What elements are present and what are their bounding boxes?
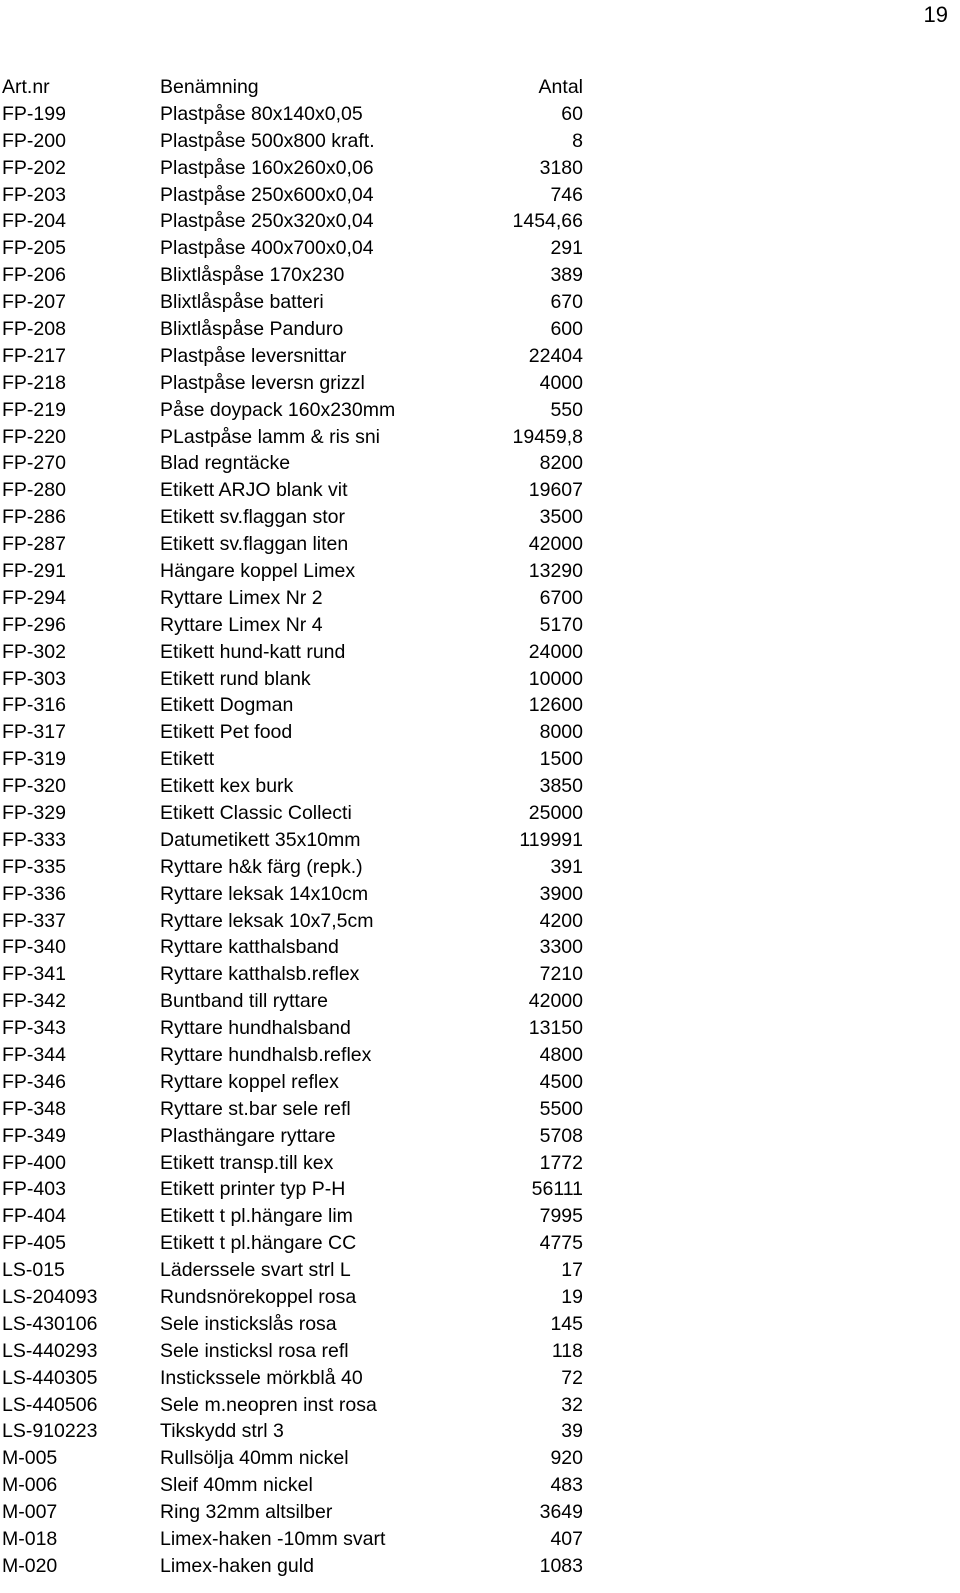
- table-row: [0, 1472, 590, 1499]
- cell-art-nr: FP-343: [2, 1017, 66, 1040]
- cell-antal: 4200: [539, 909, 583, 932]
- cell-art-nr: FP-333: [2, 828, 66, 851]
- cell-antal: 4800: [539, 1044, 583, 1066]
- table-row: [0, 881, 590, 908]
- cell-art-nr: FP-200: [2, 129, 66, 152]
- cell-antal: 10000: [528, 667, 583, 690]
- cell-benamning: Etikett transp.till kex: [160, 1151, 334, 1174]
- cell-benamning: Instickssele mörkblå 40: [160, 1366, 363, 1389]
- cell-antal: 12600: [528, 694, 583, 717]
- table-row: [0, 397, 590, 424]
- cell-antal: 32: [561, 1393, 583, 1416]
- table-row: [0, 424, 590, 451]
- cell-antal: 3649: [539, 1501, 583, 1524]
- table-row: [0, 1177, 590, 1204]
- table-row: [0, 1230, 590, 1257]
- page-number: 19: [923, 2, 948, 27]
- cell-art-nr: M-020: [2, 1554, 58, 1577]
- table-row: [0, 316, 590, 343]
- cell-benamning: Ryttare koppel reflex: [160, 1070, 339, 1093]
- table-row: [0, 531, 590, 558]
- cell-art-nr: FP-320: [2, 775, 66, 798]
- table-row: [0, 289, 590, 316]
- cell-art-nr: FP-404: [2, 1205, 66, 1228]
- cell-antal: 13150: [528, 1017, 583, 1040]
- cell-benamning: PLastpåse lamm & ris sni: [160, 425, 380, 448]
- cell-antal: 291: [550, 237, 583, 260]
- cell-antal: 389: [550, 264, 583, 287]
- cell-benamning: Plastpåse 160x260x0,06: [160, 156, 374, 179]
- cell-benamning: Sele instickslås rosa: [160, 1312, 337, 1335]
- cell-art-nr: FP-340: [2, 936, 66, 959]
- cell-benamning: Plastpåse 250x600x0,04: [160, 183, 374, 206]
- table-row: [0, 800, 590, 827]
- table-row: [0, 1284, 590, 1311]
- table-row: [0, 1419, 590, 1446]
- cell-art-nr: FP-317: [2, 721, 66, 744]
- cell-art-nr: FP-199: [2, 102, 66, 125]
- cell-art-nr: FP-335: [2, 855, 66, 878]
- table-row: [0, 1338, 590, 1365]
- cell-benamning: Etikett Classic Collecti: [160, 801, 352, 824]
- table-row: [0, 1553, 590, 1580]
- cell-art-nr: FP-348: [2, 1097, 66, 1120]
- cell-antal: 25000: [528, 801, 583, 824]
- table-row: [0, 935, 590, 962]
- cell-benamning: Påse doypack 160x230mm: [160, 398, 396, 421]
- table-row: [0, 101, 590, 128]
- cell-antal: 4775: [539, 1232, 583, 1255]
- table-row: [0, 1203, 590, 1230]
- cell-benamning: Buntband till ryttare: [160, 990, 329, 1013]
- table-row: [0, 558, 590, 585]
- cell-benamning: Blixtlåspåse 170x230: [160, 264, 345, 287]
- cell-art-nr: FP-403: [2, 1178, 66, 1201]
- table-row: [0, 343, 590, 370]
- header-benamning: Benämning: [160, 75, 259, 98]
- cell-antal: 7210: [539, 963, 583, 986]
- cell-art-nr: FP-218: [2, 371, 66, 394]
- cell-antal: 39: [561, 1420, 583, 1443]
- table-row: [0, 262, 590, 289]
- table-header: [0, 74, 590, 101]
- cell-benamning: Plastpåse 250x320x0,04: [160, 210, 374, 233]
- inventory-table: [0, 74, 590, 1580]
- cell-benamning: Etikett hund-katt rund: [160, 640, 346, 663]
- cell-benamning: Plastpåse 80x140x0,05: [160, 102, 363, 125]
- table-row: [0, 1445, 590, 1472]
- cell-benamning: Sele m.neopren inst rosa: [160, 1393, 377, 1416]
- cell-antal: 8200: [539, 452, 583, 475]
- cell-art-nr: LS-204093: [2, 1286, 98, 1309]
- table-row: [0, 1042, 590, 1069]
- table-row: [0, 1499, 590, 1526]
- table-row: [0, 1015, 590, 1042]
- cell-art-nr: FP-286: [2, 506, 66, 529]
- cell-art-nr: FP-219: [2, 398, 66, 421]
- cell-antal: 6700: [539, 586, 583, 609]
- table-row: [0, 370, 590, 397]
- cell-antal: 3300: [539, 936, 583, 959]
- cell-antal: 19: [561, 1286, 583, 1309]
- cell-art-nr: FP-294: [2, 586, 66, 609]
- cell-art-nr: LS-440305: [2, 1366, 98, 1389]
- cell-antal: 72: [561, 1366, 583, 1389]
- table-row: [0, 773, 590, 800]
- cell-art-nr: FP-205: [2, 237, 66, 260]
- cell-art-nr: FP-303: [2, 667, 66, 690]
- cell-benamning: Plastpåse leversn grizzl: [160, 371, 365, 394]
- cell-art-nr: FP-287: [2, 533, 66, 556]
- cell-antal: 56111: [531, 1178, 583, 1201]
- cell-benamning: Etikett Dogman: [160, 694, 294, 717]
- cell-antal: 1500: [539, 748, 583, 771]
- cell-art-nr: LS-910223: [2, 1420, 98, 1443]
- cell-benamning: Etikett sv.flaggan liten: [160, 533, 349, 556]
- cell-art-nr: FP-202: [2, 156, 66, 179]
- cell-benamning: Etikett ARJO blank vit: [160, 479, 348, 502]
- cell-benamning: Etikett sv.flaggan stor: [160, 506, 345, 529]
- cell-art-nr: FP-349: [2, 1124, 66, 1147]
- cell-antal: 17: [561, 1259, 583, 1282]
- table-row: [0, 450, 590, 477]
- header-antal: Antal: [538, 75, 583, 98]
- cell-antal: 5170: [539, 613, 583, 636]
- cell-benamning: Plastpåse 500x800 kraft.: [160, 129, 375, 152]
- cell-art-nr: FP-217: [2, 344, 66, 367]
- table-row: [0, 1365, 590, 1392]
- cell-art-nr: FP-329: [2, 801, 66, 824]
- table-row: [0, 1069, 590, 1096]
- cell-art-nr: FP-204: [2, 210, 66, 233]
- cell-art-nr: FP-336: [2, 882, 66, 905]
- cell-art-nr: LS-440506: [2, 1393, 98, 1416]
- cell-art-nr: LS-440293: [2, 1339, 98, 1362]
- cell-benamning: Tikskydd strl 3: [160, 1420, 284, 1443]
- table-row: [0, 477, 590, 504]
- table-row: [0, 639, 590, 666]
- table-row: [0, 612, 590, 639]
- cell-benamning: Ryttare hundhalsband: [160, 1017, 351, 1040]
- cell-antal: 24000: [528, 640, 583, 663]
- table-row: [0, 666, 590, 693]
- cell-antal: 8: [572, 129, 583, 152]
- cell-antal: 483: [550, 1474, 583, 1497]
- cell-antal: 550: [550, 398, 583, 421]
- table-row: [0, 827, 590, 854]
- table-row: [0, 504, 590, 531]
- cell-art-nr: FP-405: [2, 1232, 66, 1255]
- cell-art-nr: FP-296: [2, 613, 66, 636]
- cell-benamning: Sleif 40mm nickel: [160, 1474, 313, 1497]
- cell-benamning: Plasthängare ryttare: [160, 1124, 336, 1147]
- table-row: [0, 746, 590, 773]
- cell-benamning: Etikett printer typ P-H: [160, 1178, 346, 1201]
- cell-antal: 13290: [528, 559, 583, 582]
- cell-benamning: Etikett t pl.hängare CC: [160, 1232, 357, 1255]
- cell-benamning: Hängare koppel Limex: [160, 559, 356, 582]
- cell-benamning: Läderssele svart strl L: [160, 1259, 351, 1282]
- cell-art-nr: FP-280: [2, 479, 66, 502]
- cell-benamning: Ryttare hundhalsb.reflex: [160, 1044, 372, 1066]
- table-row: [0, 1096, 590, 1123]
- cell-benamning: Limex-haken guld: [160, 1554, 314, 1577]
- cell-antal: 42000: [528, 533, 583, 556]
- cell-benamning: Ryttare katthalsb.reflex: [160, 963, 360, 986]
- cell-art-nr: LS-430106: [2, 1312, 98, 1335]
- cell-benamning: Rullsölja 40mm nickel: [160, 1447, 349, 1470]
- cell-benamning: Ryttare leksak 14x10cm: [160, 882, 369, 905]
- cell-benamning: Blixtlåspåse Panduro: [160, 317, 344, 340]
- table-row: [0, 719, 590, 746]
- cell-benamning: Ryttare h&k färg (repk.): [160, 855, 363, 878]
- table-row: [0, 854, 590, 881]
- cell-benamning: Ryttare st.bar sele refl: [160, 1097, 351, 1120]
- cell-antal: 3180: [539, 156, 583, 179]
- cell-benamning: Blad regntäcke: [160, 452, 291, 475]
- cell-benamning: Datumetikett 35x10mm: [160, 828, 361, 851]
- cell-benamning: Ring 32mm altsilber: [160, 1501, 333, 1524]
- table-row: [0, 908, 590, 935]
- cell-antal: 1083: [539, 1554, 583, 1577]
- cell-benamning: Ryttare katthalsband: [160, 936, 339, 959]
- table-row: [0, 155, 590, 182]
- cell-antal: 118: [551, 1339, 583, 1362]
- cell-art-nr: FP-400: [2, 1151, 66, 1174]
- cell-art-nr: FP-341: [2, 963, 66, 986]
- cell-benamning: Plastpåse 400x700x0,04: [160, 237, 374, 260]
- cell-antal: 1772: [539, 1151, 583, 1174]
- cell-antal: 19459,8: [512, 425, 583, 448]
- table-row: [0, 235, 590, 262]
- cell-benamning: Etikett t pl.hängare lim: [160, 1205, 353, 1228]
- cell-benamning: Etikett rund blank: [160, 667, 311, 690]
- cell-benamning: Ryttare Limex Nr 2: [160, 586, 323, 609]
- cell-antal: 600: [550, 317, 583, 340]
- cell-art-nr: FP-337: [2, 909, 66, 932]
- cell-benamning: Etikett: [160, 748, 215, 771]
- table-row: [0, 585, 590, 612]
- cell-art-nr: FP-319: [2, 748, 66, 771]
- cell-art-nr: M-006: [2, 1474, 58, 1497]
- table-row: [0, 1526, 590, 1553]
- table-row: [0, 961, 590, 988]
- table-body: [0, 101, 590, 1580]
- cell-antal: 22404: [528, 344, 583, 367]
- cell-benamning: Blixtlåspåse batteri: [160, 291, 324, 314]
- header-art-nr: Art.nr: [2, 75, 50, 98]
- cell-antal: 4500: [539, 1070, 583, 1093]
- cell-antal: 1454,66: [512, 210, 583, 233]
- table-row: [0, 1150, 590, 1177]
- cell-art-nr: FP-344: [2, 1044, 66, 1066]
- cell-benamning: Ryttare Limex Nr 4: [160, 613, 323, 636]
- cell-art-nr: FP-203: [2, 183, 66, 206]
- table-row: [0, 182, 590, 209]
- cell-antal: 5708: [539, 1124, 583, 1147]
- cell-antal: 4000: [539, 371, 583, 394]
- cell-art-nr: FP-291: [2, 559, 66, 582]
- table-row: [0, 1257, 590, 1284]
- cell-antal: 746: [550, 183, 583, 206]
- cell-benamning: Etikett kex burk: [160, 775, 294, 798]
- cell-antal: 920: [550, 1447, 583, 1470]
- cell-art-nr: FP-316: [2, 694, 66, 717]
- cell-antal: 391: [550, 855, 583, 878]
- cell-art-nr: FP-208: [2, 317, 66, 340]
- cell-benamning: Plastpåse leversnittar: [160, 344, 347, 367]
- cell-art-nr: FP-270: [2, 452, 66, 475]
- cell-antal: 42000: [528, 990, 583, 1013]
- cell-art-nr: FP-302: [2, 640, 66, 663]
- cell-benamning: Limex-haken -10mm svart: [160, 1528, 386, 1551]
- table-row: [0, 208, 590, 235]
- cell-antal: 7995: [539, 1205, 583, 1228]
- table-row: [0, 1123, 590, 1150]
- cell-benamning: Ryttare leksak 10x7,5cm: [160, 909, 374, 932]
- cell-art-nr: FP-207: [2, 291, 66, 314]
- cell-antal: 5500: [539, 1097, 583, 1120]
- cell-antal: 145: [550, 1312, 583, 1335]
- cell-antal: 19607: [528, 479, 583, 502]
- cell-art-nr: M-007: [2, 1501, 58, 1524]
- cell-art-nr: FP-346: [2, 1070, 66, 1093]
- cell-benamning: Rundsnörekoppel rosa: [160, 1286, 357, 1309]
- cell-antal: 119991: [519, 828, 583, 851]
- cell-art-nr: M-005: [2, 1447, 58, 1470]
- cell-antal: 3850: [539, 775, 583, 798]
- table-row: [0, 1311, 590, 1338]
- cell-art-nr: FP-220: [2, 425, 66, 448]
- cell-antal: 407: [550, 1528, 583, 1551]
- table-row: [0, 988, 590, 1015]
- table-row: [0, 128, 590, 155]
- cell-art-nr: FP-342: [2, 990, 66, 1013]
- cell-antal: 3900: [539, 882, 583, 905]
- cell-art-nr: LS-015: [2, 1259, 65, 1282]
- cell-benamning: Sele insticksl rosa refl: [160, 1339, 349, 1362]
- cell-antal: 670: [550, 291, 583, 314]
- table-row: [0, 692, 590, 719]
- table-row: [0, 1392, 590, 1419]
- cell-antal: 8000: [539, 721, 583, 744]
- cell-antal: 3500: [539, 506, 583, 529]
- cell-benamning: Etikett Pet food: [160, 721, 293, 744]
- cell-antal: 60: [561, 102, 583, 125]
- cell-art-nr: M-018: [2, 1528, 58, 1551]
- cell-art-nr: FP-206: [2, 264, 66, 287]
